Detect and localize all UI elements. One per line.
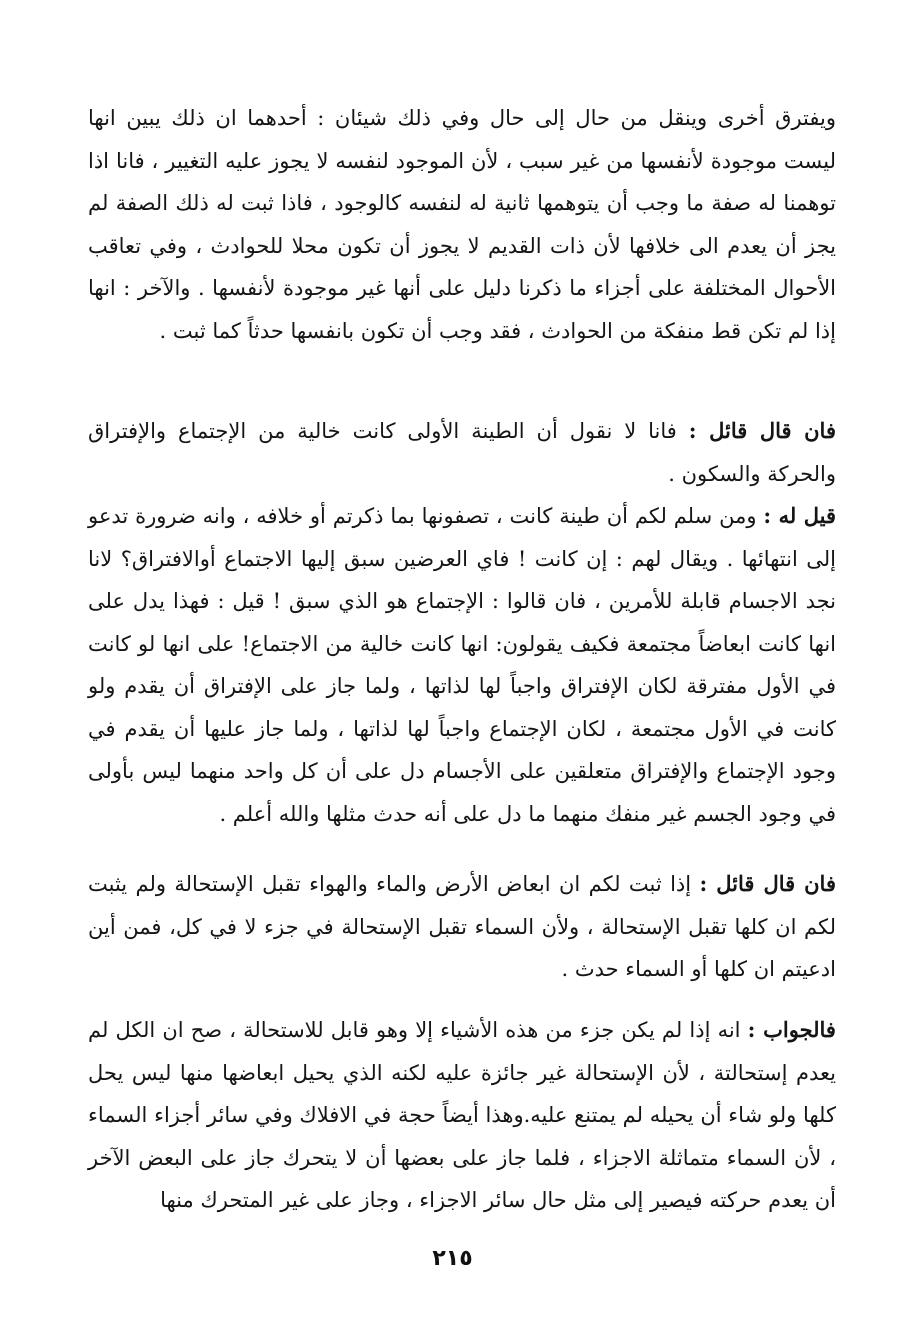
paragraph-5-text: انه إذا لم يكن جزء من هذه الأشياء إلا وهو قابل للاستحالة ، صح ان الكل لم يعدم إستحالتة ، لأن الإستحالة غير جائزة عليه لكنه الذي يحيل ابعاضها منها ليس يحل كلها ولو شاء أن يحيله لم يمتنع عليه.وهذا أيضاً حجة في الافلاك وفي سائر أجزاء السماء ، لأن السماء متماثلة الاجزاء ، فلما جاز على بعضها أن لا يتحرك جاز على البعض الآخر أن يعدم حركته فيصير إلى مثل حال سائر الاجزاء ، وجاز على غير المتحرك منها: [88, 1018, 836, 1212]
paragraph-4-lead: فان قال قائل :: [699, 871, 836, 896]
paragraph-3: [88, 495, 836, 835]
paragraph-1-text: ويفترق أخرى وينقل من حال إلى حال وفي ذلك شيئان : أحدهما ان ذلك يبين انها ليست موجودة لأنفسها من غير سبب ، لأن الموجود لنفسه لا يجوز عليه التغيير ، فانا اذا توهمنا له صفة ما وجب أن يتوهمها ثانية له لنفسه كالوجود ، فاذا ثبت له ذلك الصفة لم يجز أن يعدم الى خلافها لأن ذات القديم لا يجوز أن تكون محلا للحوادث ، وفي تعاقب الأحوال المختلفة على أجزاء ما ذكرنا دليل على أنها غير موجودة لأنفسها . والآخر : انها إذا لم تكن قط منفكة من الحوادث ، فقد وجب أن تكون بانفسها حدثاً كما ثبت .: [88, 106, 836, 343]
paragraph-3-lead: قيل له :: [763, 503, 837, 528]
paragraph-3-text: ومن سلم لكم أن طينة كانت ، تصفونها بما ذكرتم أو خلافه ، وانه ضرورة تدعو إلى انتهائها . ويقال لهم : إن كانت ! فاي العرضين سبق إليها الاجتماع أوالافتراق؟ لانا نجد الاجسام قابلة للأمرين ، فان قالوا : الإجتماع هو الذي سبق ! قيل : فهذا يدل على انها كانت ابعاضاً مجتمعة فكيف يقولون: انها كانت خالية من الاجتماع! على انها لو كانت في الأول مفترقة لكان الإفتراق واجباً لها لذاتها ، ولما جاز على الإفتراق أن يقدم ولو كانت في الأول مجتمعة ، لكان الإجتماع واجباً لها لذاتها ، ولما جاز عليها أن يقدم في وجود الإجتماع والإفتراق متعلقين على الأجسام دل على أن كل واحد منهما ليس بأولى في وجود الجسم غير منفك منهما ما دل على أنه حدث مثلها والله أعلم .: [88, 504, 836, 826]
paragraph-4: [88, 863, 836, 991]
paragraph-4-text: إذا ثبت لكم ان ابعاض الأرض والماء والهواء تقبل الإستحالة ولم يثبت لكم ان كلها تقبل الإستحالة ، ولأن السماء تقبل الإستحالة في جزء لا في كل، فمن أين ادعيتم ان كلها أو السماء حدث .: [88, 872, 836, 981]
paragraph-2-text: فانا لا نقول أن الطينة الأولى كانت خالية من الإجتماع والإفتراق والحركة والسكون .: [88, 419, 836, 486]
paragraph-2-lead: فان قال قائل :: [688, 418, 836, 443]
paragraph-5: [88, 1009, 836, 1222]
paragraph-1: [88, 97, 836, 352]
paragraph-2: [88, 410, 836, 495]
page-number: ٢١٥: [432, 1246, 473, 1271]
paragraph-5-lead: فالجواب :: [747, 1017, 836, 1042]
